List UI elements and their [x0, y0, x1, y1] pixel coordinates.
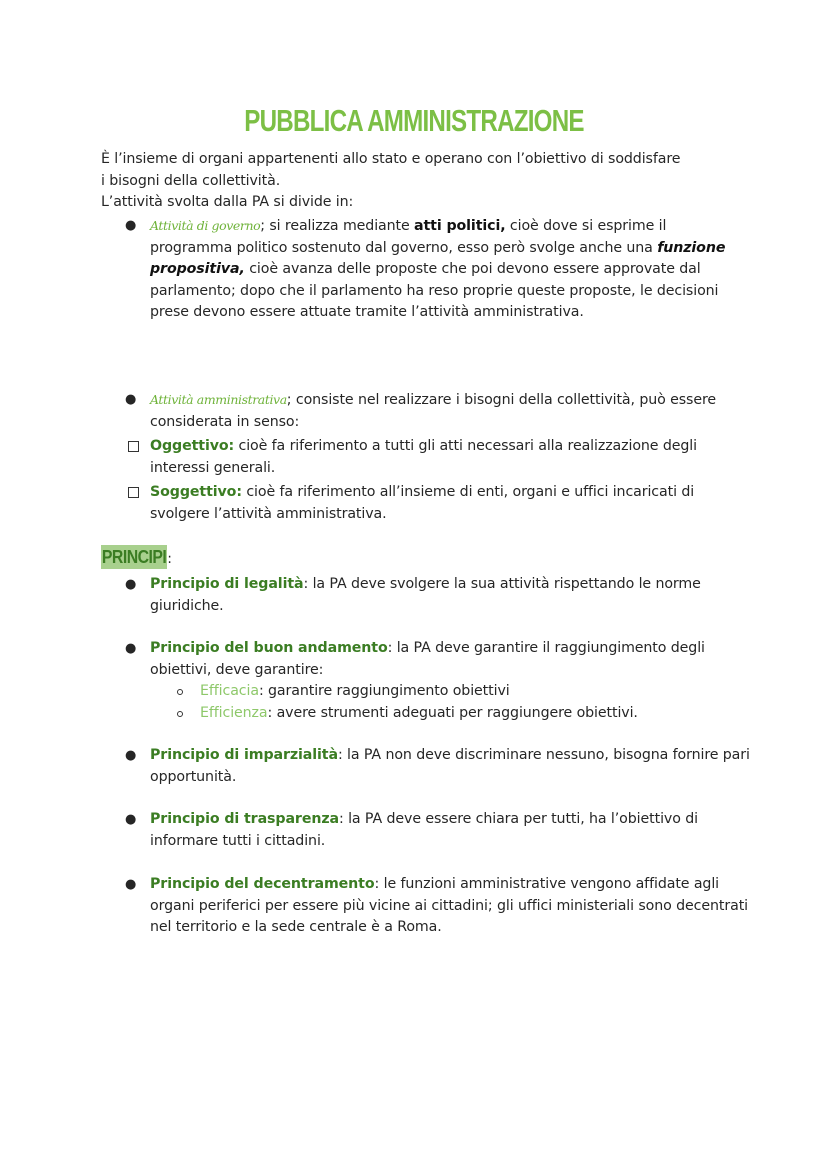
principio-label: Principio del buon andamento — [150, 640, 388, 656]
oggettivo-label: Oggettivo: — [150, 438, 235, 454]
principio-text: : la PA deve essere chiara per tutti, ha l’obiettivo di informare tutti i cittadini. — [150, 811, 698, 849]
bullet-icon: ● — [125, 577, 137, 592]
principio-buon-andamento — [101, 638, 751, 724]
sub-item-efficacia — [101, 681, 751, 703]
principio-text: : la PA non deve discriminare nessuno, bisogna fornire pari opportunità. — [150, 747, 750, 785]
checkbox-square-icon — [128, 441, 139, 452]
circle-bullet-icon — [177, 689, 183, 695]
principio-label: Principio di imparzialità — [150, 747, 338, 763]
efficacia-text: : garantire raggiungimento obiettivi — [258, 683, 510, 699]
governo-bolditalic-funzione: funzione propositiva, — [150, 239, 726, 277]
principio-imparzialita — [101, 745, 751, 788]
governo-bold-atti: atti politici, — [414, 218, 506, 234]
governo-text-1: ; si realizza mediante — [260, 218, 415, 234]
circle-bullet-icon — [177, 711, 183, 717]
principi-heading-colon: : — [167, 551, 172, 567]
oggettivo-text: cioè fa riferimento a tutti gli atti necessari alla realizzazione degli interessi generali. — [150, 438, 697, 476]
principi-heading-text: PRINCIPI — [101, 547, 167, 567]
principi-heading — [101, 545, 176, 569]
bullet-icon: ● — [125, 748, 137, 763]
intro-paragraph — [101, 149, 741, 214]
principio-text: : la PA deve svolgere la sua attività rispettando le norme giuridiche. — [150, 576, 701, 614]
bullet-icon: ● — [125, 392, 137, 407]
bullet-attivita-amministrativa — [101, 389, 751, 525]
bullet-icon: ● — [125, 641, 137, 656]
intro-line-1: È l’insieme di organi appartenenti allo stato e operano con l’obiettivo di soddisfare — [101, 151, 681, 167]
principio-legalita — [101, 574, 751, 617]
governo-text-2: cioè dove si esprime il programma politico sostenuto dal governo, esso però svolge anche una — [150, 218, 667, 256]
efficienza-label: Efficienza — [200, 704, 268, 721]
bullet-icon: ● — [125, 218, 137, 233]
bullet-attivita-governo — [101, 215, 751, 324]
principio-text: : le funzioni amministrative vengono affidate agli organi periferici per essere più vicine ai cittadini; gli uffici ministeriali sono decentrati nel territorio e la sede centrale è a Roma. — [150, 876, 748, 935]
principio-decentramento — [101, 874, 751, 939]
soggettivo-text: cioè fa riferimento all’insieme di enti, organi e uffici incaricati di svolgere l’attività amministrativa. — [150, 484, 695, 522]
intro-line-3: L’attività svolta dalla PA si divide in: — [101, 194, 354, 210]
principio-label: Principio del decentramento — [150, 876, 375, 892]
amministrativa-label: Attività amministrativa — [150, 392, 287, 407]
intro-line-2: i bisogni della collettività. — [101, 172, 281, 189]
principio-label: Principio di trasparenza — [150, 811, 339, 827]
checkbox-item-oggettivo — [101, 436, 751, 479]
efficacia-label: Efficacia — [200, 683, 259, 699]
bullet-icon: ● — [125, 877, 137, 892]
soggettivo-label: Soggettivo: — [150, 484, 242, 500]
governo-text-3: cioè avanza delle proposte che poi devono essere approvate dal parlamento; dopo che il parlamento ha reso proprie queste proposte, le decisioni prese devono essere attuate tramite l’attività amministrativa. — [150, 261, 719, 320]
checkbox-square-icon — [128, 487, 139, 498]
sub-item-efficienza — [101, 703, 751, 725]
amministrativa-text: ; consiste nel realizzare i bisogni della collettività, può essere considerata in senso: — [150, 392, 717, 430]
principio-trasparenza — [101, 809, 751, 852]
page-title: PUBBLICA AMMINISTRAZIONE — [244, 103, 584, 138]
principio-label: Principio di legalità — [150, 576, 304, 592]
principio-text: : la PA deve garantire il raggiungimento degli obiettivi, deve garantire: — [150, 640, 705, 678]
checkbox-item-soggettivo — [101, 482, 751, 525]
governo-label: Attività di governo — [150, 218, 261, 233]
bullet-icon: ● — [125, 812, 137, 827]
efficienza-text: : avere strumenti adeguati per raggiungere obiettivi. — [267, 704, 638, 721]
